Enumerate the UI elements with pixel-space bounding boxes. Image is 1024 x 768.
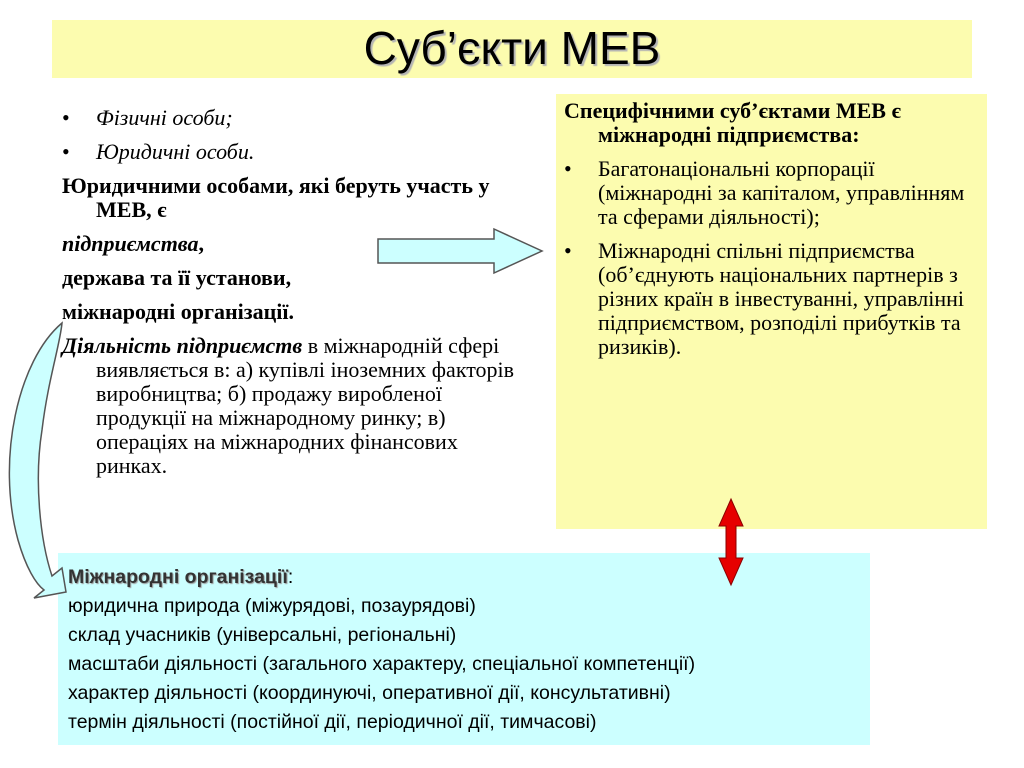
intl-orgs-line: склад учасників (універсальні, регіональні) xyxy=(68,624,457,646)
slide-title: Суб’єкти МЕВ xyxy=(363,22,661,74)
bullet-dot-icon: • xyxy=(62,139,70,164)
bullet-dot-icon: • xyxy=(564,238,572,263)
intl-orgs-line: термін діяльності (постійної дії, періодичної дії, тимчасові) xyxy=(68,711,597,733)
bullet-dot-icon: • xyxy=(62,105,70,130)
legal-intro: Юридичними особами, які беруть участь у МЕВ, є xyxy=(62,173,490,222)
intl-orgs-line: юридична природа (міжурядові, позаурядові) xyxy=(68,595,476,617)
bullet-text: Фізичні особи; xyxy=(96,105,233,130)
legal-item-text: підприємства xyxy=(62,231,199,256)
intl-orgs-line: масштаби діяльності (загального характеру, спеціальної компетенції) xyxy=(68,653,696,675)
intl-orgs-title: Міжнародні організації xyxy=(68,566,288,588)
legal-item-comma: , xyxy=(198,231,204,256)
bullet-dot-icon: • xyxy=(564,156,572,181)
bullet-text: Юридичні особи. xyxy=(96,139,255,164)
legal-item-state: держава та її установи, xyxy=(62,265,292,290)
bullet-text: Міжнародні спільні підприємства (об’єднують національних партнерів з різних країн в інвестуванні, управлінні підприємством, розподілі прибутків та ризиків). xyxy=(598,238,965,359)
curved-arrow-icon xyxy=(9,323,66,598)
intl-enterprises-heading: Специфічними суб’єктами МЕВ є міжнародні підприємства: xyxy=(564,98,901,147)
bullet-text: Багатонаціональні корпорації (міжнародні за капіталом, управлінням та сферами діяльності); xyxy=(598,156,965,229)
legal-item-intl-orgs: міжнародні організації. xyxy=(62,299,294,324)
intl-orgs-title-suffix: : xyxy=(287,566,294,588)
intl-orgs-line: характер діяльності (координуючі, оперативної дії, консультативні) xyxy=(68,682,671,704)
right-arrow-icon xyxy=(378,229,542,273)
up-down-arrow-icon xyxy=(719,499,743,585)
activity-lead: Діяльність підприємств xyxy=(62,333,303,358)
activity-text: в міжнародній сфері виявляється в: а) купівлі іноземних факторів виробництва; б) продажу виробленої продукції на міжнародному ринку; в) операціях на міжнародних фінансових ринках. xyxy=(96,333,515,478)
